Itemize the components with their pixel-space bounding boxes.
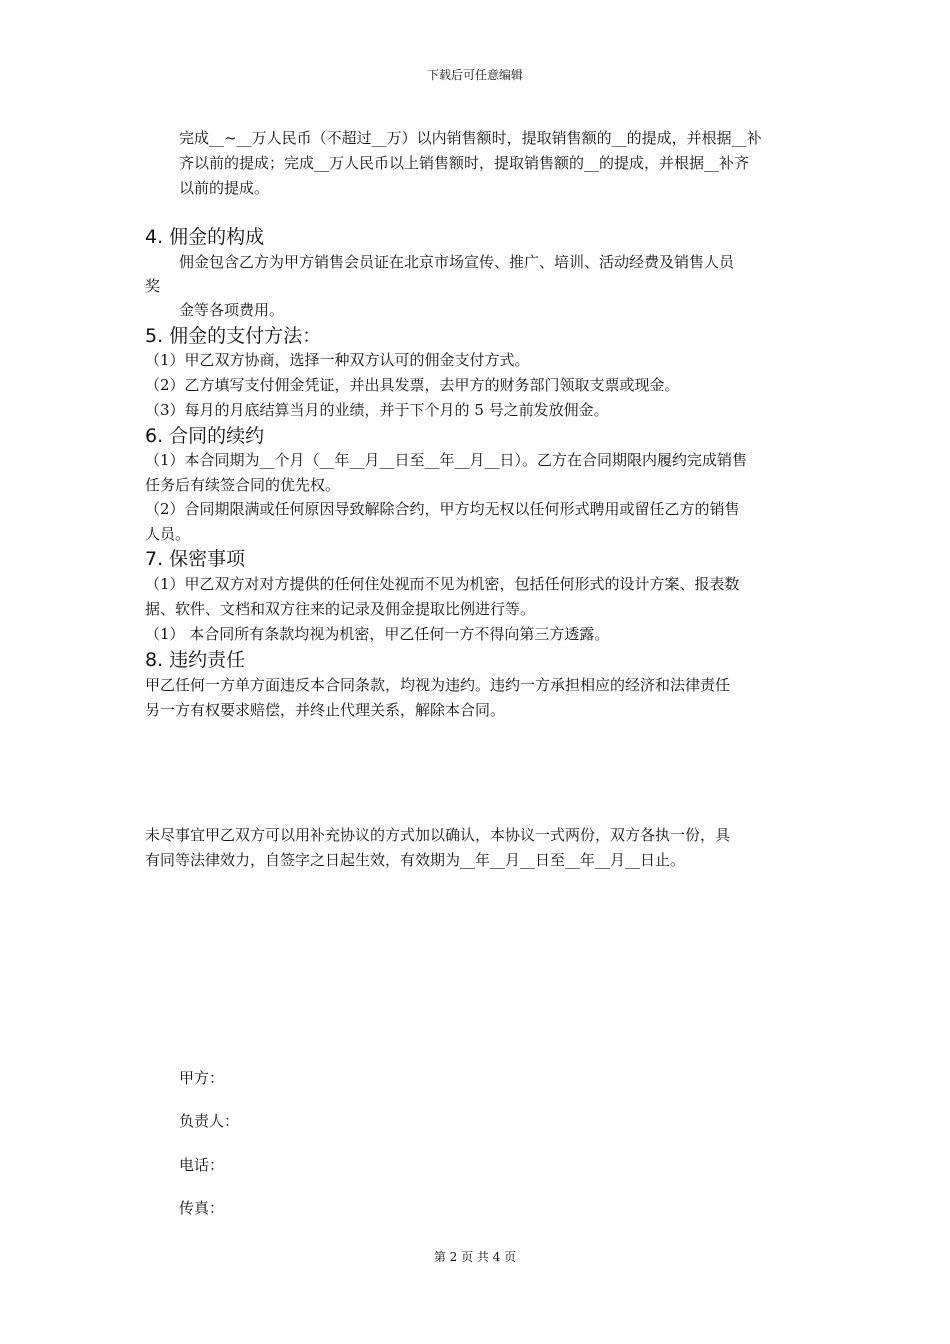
section6-item1-line2: 任务后有续签合同的优先权。 bbox=[145, 476, 341, 494]
section3-line2: 齐以前的提成；完成__万人民币以上销售额时，提取销售额的__的提成，并根据__补齐 bbox=[179, 154, 750, 172]
closing-line2: 有同等法律效力，自签字之日起生效，有效期为__年__月__日至__年__月__日止。 bbox=[145, 851, 686, 869]
section6-item2-line1: （2）合同期限满或任何原因导致解除合约，甲方均无权以任何形式聘用或留任乙方的销售 bbox=[145, 500, 740, 518]
phone-label: 电话： bbox=[179, 1156, 225, 1174]
section7-item2: （1） 本合同所有条款均视为机密，甲乙任何一方不得向第三方透露。 bbox=[145, 625, 610, 643]
section3-line1: 完成__~__万人民币（不超过__万）以内销售额时，提取销售额的__的提成，并根据__补 bbox=[179, 129, 762, 147]
person-in-charge-label: 负责人： bbox=[179, 1112, 240, 1130]
section3-line3: 以前的提成。 bbox=[179, 179, 270, 197]
section5-item1: （1）甲乙双方协商，选择一种双方认可的佣金支付方式。 bbox=[145, 351, 530, 369]
section6-heading: 6. 合同的续约 bbox=[145, 425, 265, 447]
fax-label: 传真： bbox=[179, 1199, 225, 1217]
section7-item1-line2: 据、软件、文档和双方往来的记录及佣金提取比例进行等。 bbox=[145, 600, 536, 618]
section7-heading: 7. 保密事项 bbox=[145, 548, 246, 570]
party-a-label: 甲方： bbox=[179, 1069, 225, 1087]
page-number: 第 2 页 共 4 页 bbox=[433, 1250, 517, 1264]
section8-line1: 甲乙任何一方单方面违反本合同条款，均视为违约。违约一方承担相应的经济和法律责任 bbox=[145, 676, 731, 694]
closing-line1: 未尽事宜甲乙双方可以用补充协议的方式加以确认，本协议一式两份，双方各执一份，具 bbox=[145, 826, 731, 844]
section8-heading: 8. 违约责任 bbox=[145, 649, 246, 671]
section5-item2: （2）乙方填写支付佣金凭证，并出具发票，去甲方的财务部门领取支票或现金。 bbox=[145, 376, 680, 394]
section4-line3: 金等各项费用。 bbox=[179, 301, 285, 319]
section7-item1-line1: （1）甲乙双方对对方提供的任何住处视而不见为机密，包括任何形式的设计方案、报表数 bbox=[145, 575, 740, 593]
section5-item3: （3）每月的月底结算当月的业绩，并于下个月的 5 号之前发放佣金。 bbox=[145, 401, 609, 419]
page-header: 下载后可任意编辑 bbox=[426, 68, 523, 82]
section5-heading: 5. 佣金的支付方法： bbox=[145, 325, 322, 347]
section6-item1-line1: （1）本合同期为__个月（__年__月__日至__年__月__日）。乙方在合同期限内履约完成销售 bbox=[145, 451, 748, 469]
section4-heading: 4. 佣金的构成 bbox=[145, 226, 265, 248]
section4-line1: 佣金包含乙方为甲方销售会员证在北京市场宣传、推广、培训、活动经费及销售人员 bbox=[179, 253, 735, 271]
section4-line2: 奖 bbox=[145, 277, 161, 295]
section8-line2: 另一方有权要求赔偿，并终止代理关系，解除本合同。 bbox=[145, 701, 506, 719]
section6-item2-line2: 人员。 bbox=[145, 525, 191, 543]
